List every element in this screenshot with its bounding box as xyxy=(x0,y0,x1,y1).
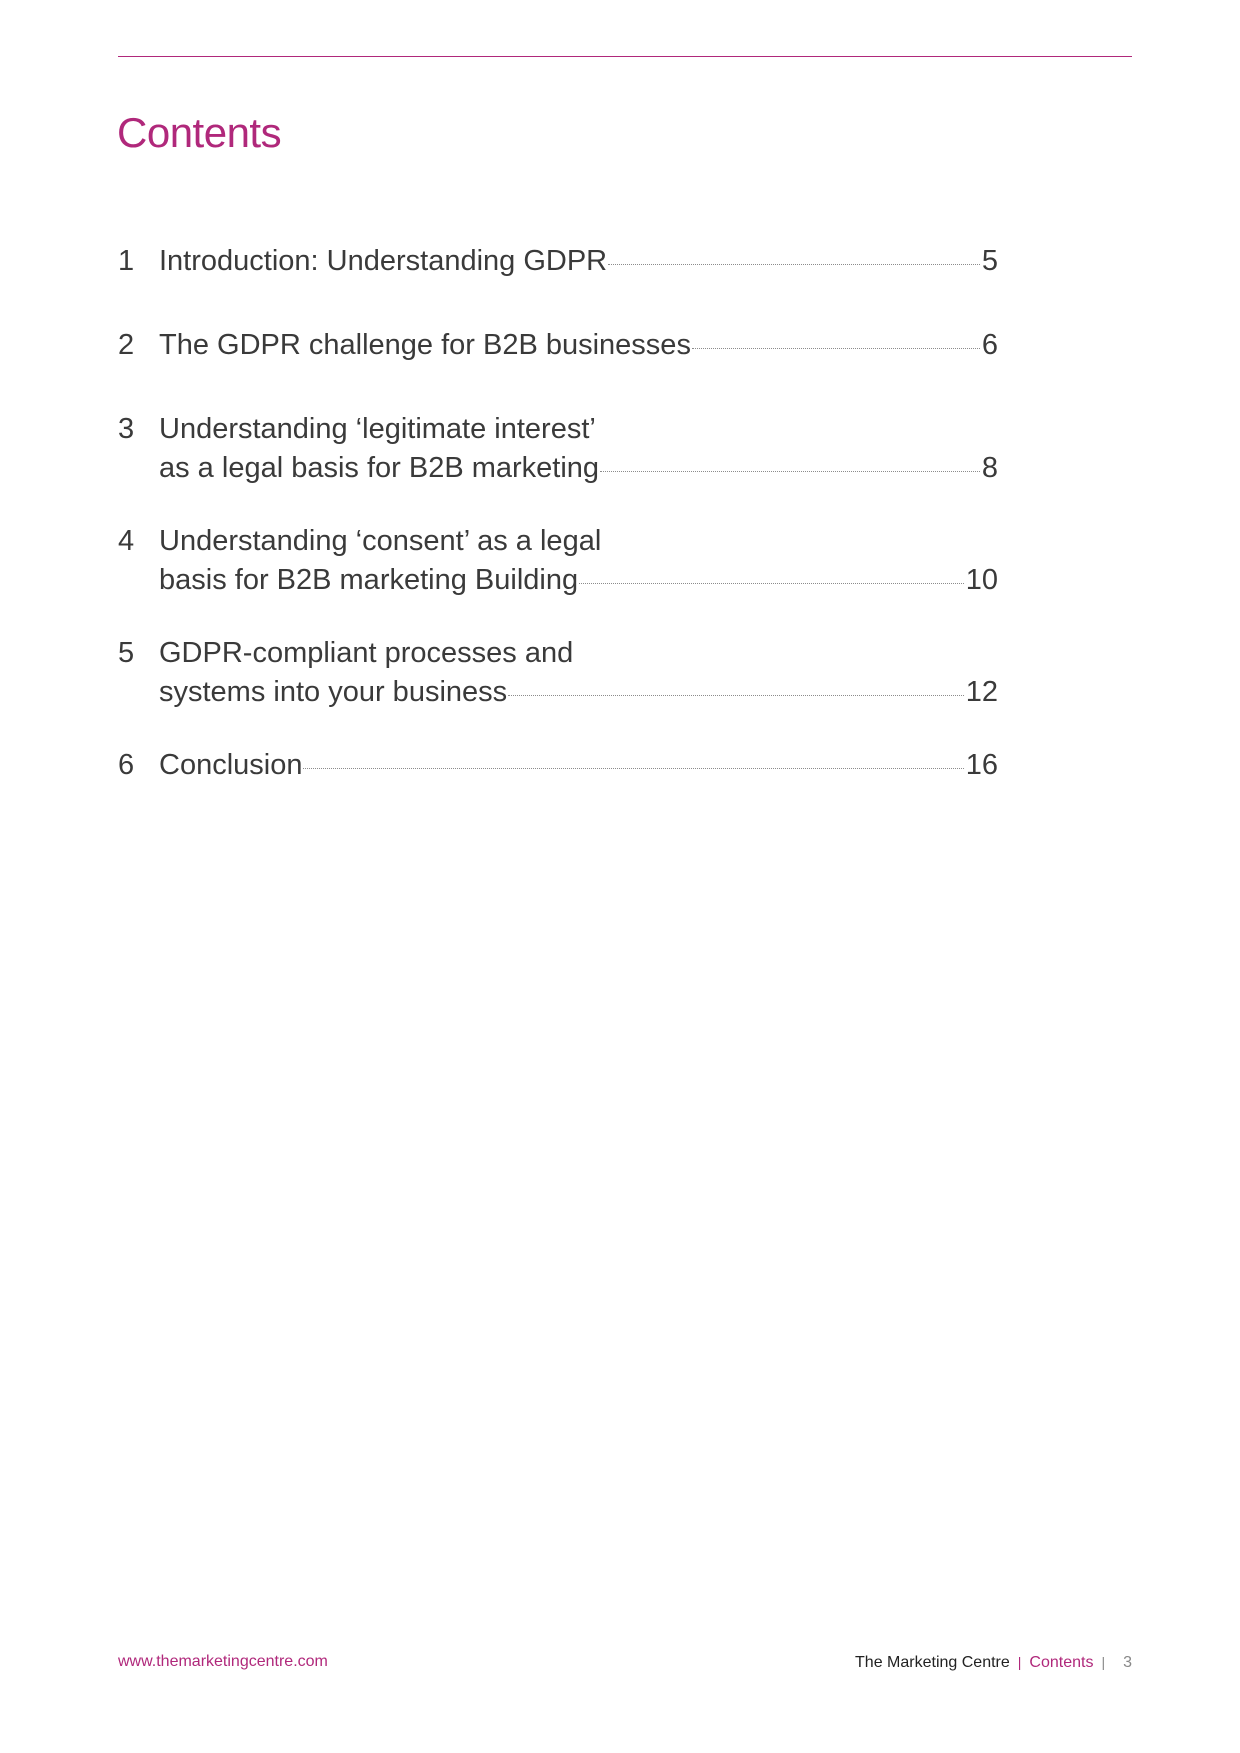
dot-leader xyxy=(303,768,963,769)
toc-entry-title-line[interactable]: Understanding ‘legitimate interest’ xyxy=(159,413,596,445)
footer-section-name: Contents xyxy=(1029,1654,1094,1671)
toc-entry-page[interactable]: 12 xyxy=(965,676,998,708)
toc-entry-page[interactable]: 5 xyxy=(981,245,998,277)
toc-entry-number: 2 xyxy=(118,329,135,361)
dot-leader xyxy=(508,695,964,696)
dot-leader xyxy=(608,264,980,265)
toc-entry-title[interactable]: Introduction: Understanding GDPR xyxy=(159,245,608,277)
toc-entry-title-line[interactable]: basis for B2B marketing Building xyxy=(159,564,579,596)
footer-separator: | xyxy=(1017,1654,1022,1670)
dot-leader xyxy=(600,471,980,472)
footer-page-number: 3 xyxy=(1123,1654,1132,1671)
page-title: Contents xyxy=(117,109,282,156)
toc-entry-page[interactable]: 6 xyxy=(981,329,998,361)
toc-entry-title-line[interactable]: systems into your business xyxy=(159,676,508,708)
toc-entry-number: 3 xyxy=(118,413,135,445)
header-rule xyxy=(118,56,1132,57)
toc-entry-title-line[interactable]: GDPR-compliant processes and xyxy=(159,637,574,669)
toc-entry-number: 5 xyxy=(118,637,135,669)
toc-entry-title-line[interactable]: Understanding ‘consent’ as a legal xyxy=(159,525,602,557)
footer-separator: | xyxy=(1101,1654,1106,1670)
toc-entry-page[interactable]: 16 xyxy=(965,749,998,781)
toc-entry-title[interactable]: Conclusion xyxy=(159,749,303,781)
footer-right-group xyxy=(855,1652,1132,1673)
toc-entry-title-line[interactable]: as a legal basis for B2B marketing xyxy=(159,452,600,484)
footer-website-link[interactable]: www.themarketingcentre.com xyxy=(118,1653,328,1670)
toc-entry-title[interactable]: The GDPR challenge for B2B businesses xyxy=(159,329,691,361)
toc-entry-number: 1 xyxy=(118,245,135,277)
toc-entry-number: 4 xyxy=(118,525,135,557)
toc-entry-page[interactable]: 10 xyxy=(965,564,998,596)
dot-leader xyxy=(692,348,980,349)
dot-leader xyxy=(579,583,964,584)
toc-entry-page[interactable]: 8 xyxy=(981,452,998,484)
toc-entry-number: 6 xyxy=(118,749,135,781)
footer-company-name: The Marketing Centre xyxy=(855,1654,1010,1671)
